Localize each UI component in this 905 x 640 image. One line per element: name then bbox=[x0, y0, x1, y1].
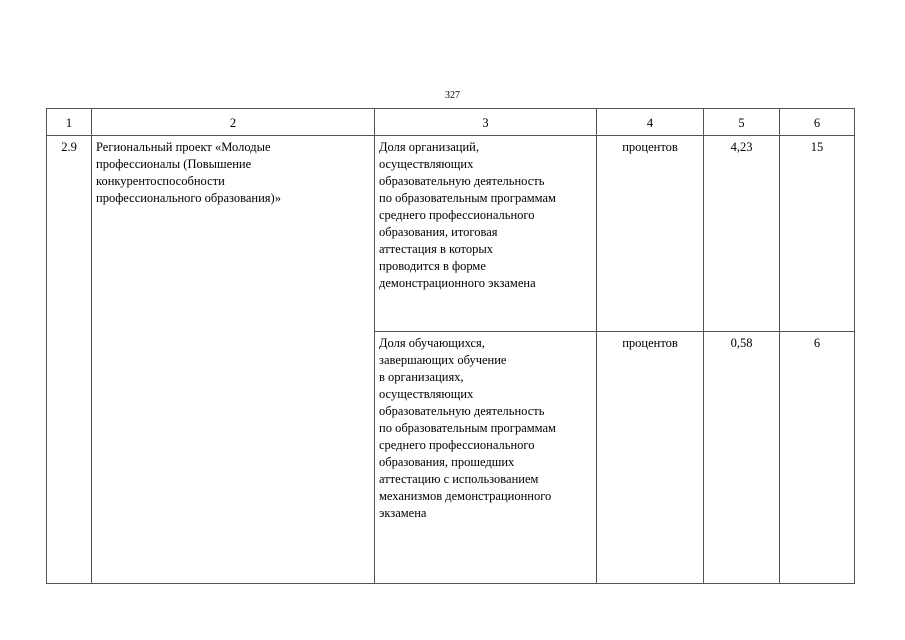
indicator-line: аттестация в которых bbox=[379, 242, 493, 256]
indicator-line: аттестацию с использованием bbox=[379, 472, 539, 486]
row-number: 2.9 bbox=[47, 136, 92, 584]
indicator-line: проводится в форме bbox=[379, 259, 486, 273]
indicator-line: осуществляющих bbox=[379, 157, 474, 171]
indicator-line: образовательную деятельность bbox=[379, 174, 545, 188]
header-cell-6: 6 bbox=[780, 109, 855, 136]
project-line: профессионалы (Повышение bbox=[96, 157, 252, 171]
header-cell-2: 2 bbox=[92, 109, 375, 136]
table-row bbox=[47, 136, 855, 332]
indicator-description bbox=[375, 332, 597, 584]
indicators-table bbox=[46, 108, 855, 584]
base-value-cell: 4,23 bbox=[704, 136, 780, 332]
indicator-line: по образовательным программам bbox=[379, 421, 556, 435]
indicator-line: Доля обучающихся, bbox=[379, 336, 485, 350]
target-value-cell: 6 bbox=[780, 332, 855, 584]
indicator-line: образования, итоговая bbox=[379, 225, 498, 239]
indicator-line: осуществляющих bbox=[379, 387, 474, 401]
indicator-description bbox=[375, 136, 597, 332]
header-cell-4: 4 bbox=[597, 109, 704, 136]
indicator-line: среднего профессионального bbox=[379, 438, 535, 452]
header-cell-1: 1 bbox=[47, 109, 92, 136]
indicator-line: по образовательным программам bbox=[379, 191, 556, 205]
project-line: Региональный проект «Молодые bbox=[96, 140, 271, 154]
indicator-line: образования, прошедших bbox=[379, 455, 515, 469]
page-number: 327 bbox=[445, 90, 460, 101]
project-line: конкурентоспособности bbox=[96, 174, 225, 188]
target-value-cell: 15 bbox=[780, 136, 855, 332]
indicator-line: образовательную деятельность bbox=[379, 404, 545, 418]
indicator-line: экзамена bbox=[379, 506, 427, 520]
header-row bbox=[47, 109, 855, 136]
unit-cell: процентов bbox=[597, 136, 704, 332]
indicator-line: механизмов демонстрационного bbox=[379, 489, 552, 503]
project-line: профессионального образования)» bbox=[96, 191, 281, 205]
unit-cell: процентов bbox=[597, 332, 704, 584]
base-value-cell: 0,58 bbox=[704, 332, 780, 584]
indicator-line: завершающих обучение bbox=[379, 353, 507, 367]
indicator-line: Доля организаций, bbox=[379, 140, 479, 154]
indicator-line: в организациях, bbox=[379, 370, 464, 384]
indicator-line: среднего профессионального bbox=[379, 208, 535, 222]
header-cell-5: 5 bbox=[704, 109, 780, 136]
project-name bbox=[92, 136, 375, 584]
header-cell-3: 3 bbox=[375, 109, 597, 136]
indicator-line: демонстрационного экзамена bbox=[379, 276, 536, 290]
